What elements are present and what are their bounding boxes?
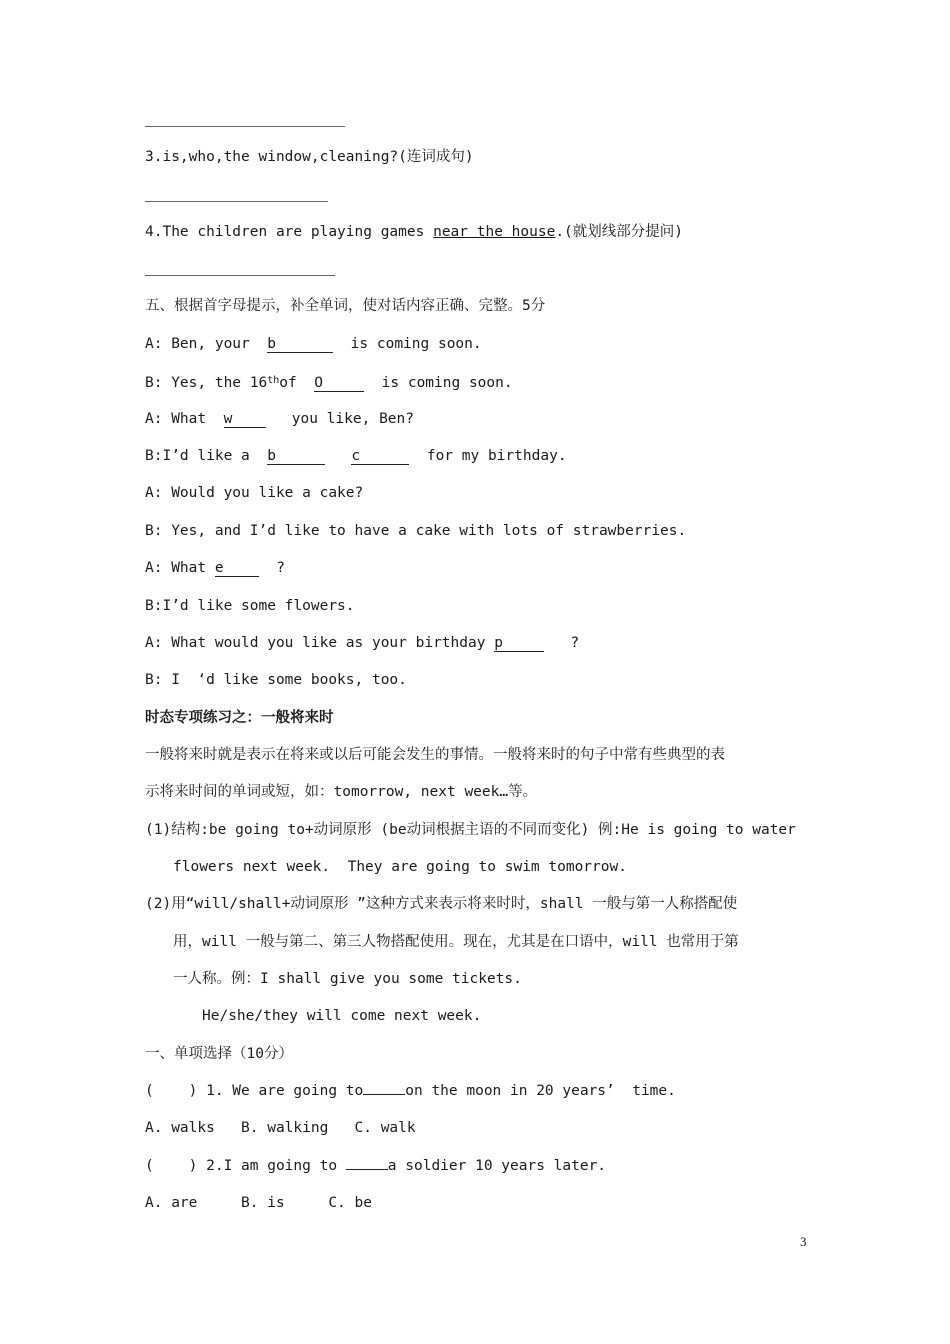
answer-line bbox=[145, 201, 328, 202]
tense-intro: 示将来时间的单词或短，如：tomorrow, next week…等。 bbox=[145, 784, 538, 800]
fill-blank[interactable]: b bbox=[267, 448, 325, 465]
fill-blank[interactable]: b bbox=[267, 336, 333, 353]
tense-point-1: (1)结构:be going to+动词原形 (be动词根据主语的不同而变化) 例:He is going to water bbox=[145, 822, 796, 838]
dialogue-line: A: Ben, your b is coming soon. bbox=[145, 336, 482, 352]
underlined-phrase: near the house bbox=[433, 224, 556, 240]
page-number: 3 bbox=[800, 1234, 807, 1249]
dialogue-line: A: What e ? bbox=[145, 560, 286, 576]
fill-blank[interactable] bbox=[346, 1169, 388, 1170]
question-4: 4.The children are playing games near the house.(就划线部分提问) bbox=[145, 224, 684, 240]
tense-point-2: 一人称。例：I shall give you some tickets. bbox=[173, 971, 522, 987]
dialogue-line: A: Would you like a cake? bbox=[145, 485, 364, 501]
fill-blank[interactable]: p bbox=[494, 635, 544, 652]
dialogue-line: A: What w you like, Ben? bbox=[145, 411, 414, 427]
section-5-title: 五、根据首字母提示，补全单词，使对话内容正确、完整。5分 bbox=[145, 298, 546, 314]
mcq-options-2: A. are B. is C. be bbox=[145, 1195, 372, 1211]
tense-heading: 时态专项练习之：一般将来时 bbox=[145, 710, 334, 726]
dialogue-line: A: What would you like as your birthday p ? bbox=[145, 635, 580, 651]
answer-line bbox=[145, 275, 335, 276]
question-3: 3.is,who,the window,cleaning?(连词成句) bbox=[145, 149, 474, 165]
fill-blank[interactable] bbox=[363, 1094, 405, 1095]
mcq-question-1: ( ) 1. We are going to on the moon in 20 years’ time. bbox=[145, 1083, 676, 1099]
dialogue-line: B: I ‘d like some books, too. bbox=[145, 672, 407, 688]
tense-intro: 一般将来时就是表示在将来或以后可能会发生的事情。一般将来时的句子中常有些典型的表 bbox=[145, 747, 725, 763]
dialogue-line: B: Yes, and I’d like to have a cake with lots of strawberries. bbox=[145, 523, 687, 539]
fill-blank[interactable]: w bbox=[224, 411, 266, 428]
mcq-question-2: ( ) 2.I am going to a soldier 10 years later. bbox=[145, 1158, 607, 1174]
answer-line bbox=[145, 126, 345, 127]
dialogue-line: B: Yes, the 16thof O is coming soon. bbox=[145, 375, 513, 391]
tense-point-2: 用，will 一般与第二、第三人物搭配使用。现在，尤其是在口语中，will 也常用于第 bbox=[173, 934, 739, 950]
fill-blank[interactable]: O bbox=[314, 375, 364, 392]
fill-blank[interactable]: e bbox=[215, 560, 259, 577]
tense-example: He/she/they will come next week. bbox=[202, 1008, 482, 1024]
section-1-title: 一、单项选择（10分） bbox=[145, 1046, 293, 1062]
tense-point-1: flowers next week. They are going to swim tomorrow. bbox=[173, 859, 627, 875]
dialogue-line: B:I’d like some flowers. bbox=[145, 598, 355, 614]
mcq-options-1: A. walks B. walking C. walk bbox=[145, 1120, 416, 1136]
dialogue-line: B:I’d like a b c for my birthday. bbox=[145, 448, 567, 464]
tense-point-2: (2)用“will/shall+动词原形 ”这种方式来表示将来时时，shall 一般与第一人称搭配使 bbox=[145, 896, 738, 912]
fill-blank[interactable]: c bbox=[351, 448, 409, 465]
